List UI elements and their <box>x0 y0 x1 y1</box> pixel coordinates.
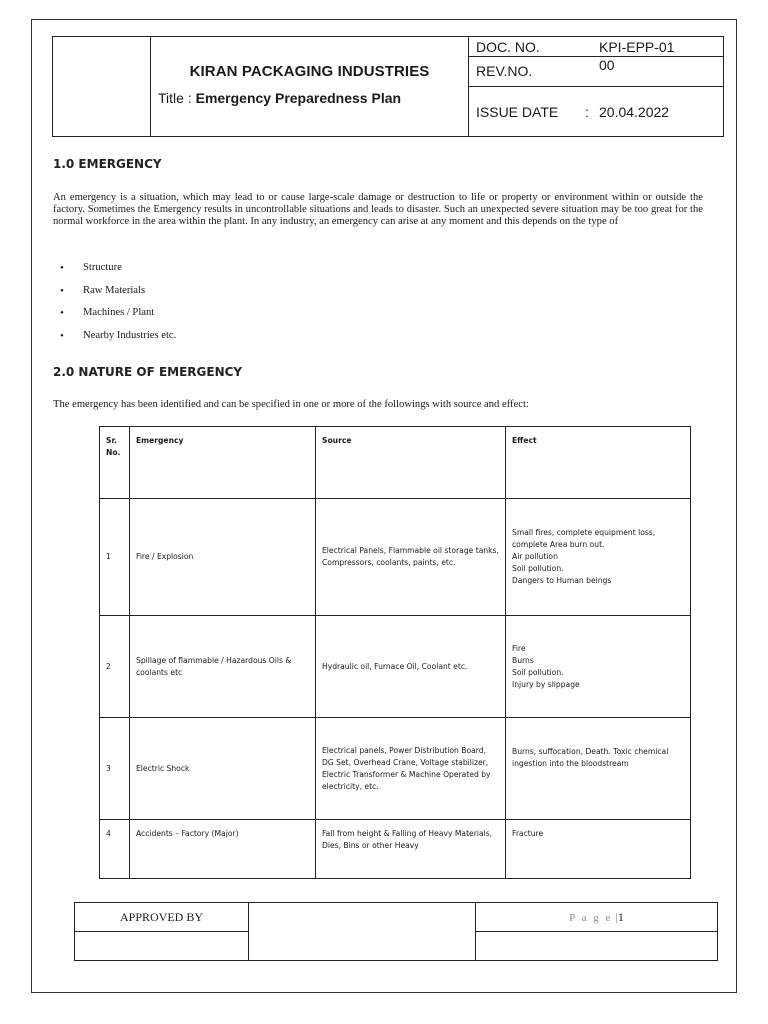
company-name: KIRAN PACKAGING INDUSTRIES <box>189 63 430 80</box>
issue-date-label: ISSUE DATE <box>476 104 559 120</box>
cell-sr: 2 <box>100 616 130 718</box>
effect-line: Dangers to Human beings <box>512 576 612 585</box>
section2-heading: 2.0 NATURE OF EMERGENCY <box>53 365 243 379</box>
header-source: Source <box>316 427 506 499</box>
effect-line: Soil pollution. <box>512 564 564 573</box>
doc-no-cell <box>469 37 724 57</box>
emergency-table <box>99 426 691 879</box>
approver-name-cell <box>75 932 249 961</box>
section1-heading: 1.0 EMERGENCY <box>53 157 162 171</box>
doc-no-value: KPI-EPP-01 <box>599 39 675 55</box>
table-row <box>100 499 691 616</box>
header-effect: Effect <box>506 427 691 499</box>
logo-area <box>53 37 151 137</box>
approval-signature-cell <box>249 903 476 961</box>
header-emergency: Emergency <box>130 427 316 499</box>
section1-bullet-list <box>60 262 176 352</box>
title-prefix: Title : <box>158 90 196 106</box>
cell-emergency: Electric Shock <box>130 718 316 820</box>
table-header-row <box>100 427 691 499</box>
cell-source: Electrical panels, Power Distribution Board, DG Set, Overhead Crane, Voltage stabilizer, Electric Transformer & Machine Operated by electricity, etc. <box>316 718 506 820</box>
page-number: 1 <box>617 909 624 924</box>
cell-effect <box>506 499 691 616</box>
issue-date-colon: : <box>585 104 589 120</box>
cell-sr: 3 <box>100 718 130 820</box>
cell-emergency: Fire / Explosion <box>130 499 316 616</box>
doc-no-label: DOC. NO. <box>476 39 540 55</box>
table-row <box>100 616 691 718</box>
cell-effect <box>506 820 691 879</box>
title-text: Emergency Preparedness Plan <box>195 90 402 106</box>
cell-source: Hydraulic oil, Furnace Oil, Coolant etc. <box>316 616 506 718</box>
cell-effect <box>506 718 691 820</box>
title-block <box>151 37 469 137</box>
effect-line: Soil pollution. <box>512 667 564 677</box>
issue-date-cell <box>469 87 724 137</box>
rev-no-value: 00 <box>599 57 615 73</box>
page-separator: | <box>615 909 618 924</box>
document-title <box>158 90 401 106</box>
effect-line: Fracture <box>512 829 544 838</box>
effect-line: Air pollution <box>512 552 558 561</box>
effect-line: Injury by slippage <box>512 679 580 689</box>
cell-emergency: Accidents – Factory (Major) <box>130 820 316 879</box>
rev-no-cell <box>469 57 724 87</box>
document-header <box>52 36 724 137</box>
cell-sr: 4 <box>100 820 130 879</box>
list-item: • Structure <box>60 262 176 285</box>
table-row <box>100 820 691 879</box>
list-item: • Raw Materials <box>60 285 176 308</box>
cell-sr: 1 <box>100 499 130 616</box>
list-item: • Nearby Industries etc. <box>60 330 176 353</box>
cell-emergency: Spillage of flammable / Hazardous Oils & coolants etc <box>130 616 316 718</box>
section1-paragraph: An emergency is a situation, which may lead to or cause large-scale damage or destruction to life or property or environment within or outside the factory. Sometimes the Emergency results in uncontrollable situations and leads to disaster. Such an unexpected severe situation may be too great for the normal workforce in the area within the plant. In any industry, an emergency can arise at any moment and this depends on the type of <box>53 192 703 227</box>
cell-source: Electrical Panels, Flammable oil storage tanks, Compressors, coolants, paints, etc. <box>316 499 506 616</box>
header-sr: Sr. No. <box>100 427 130 499</box>
cell-effect <box>506 616 691 718</box>
section2-intro: The emergency has been identified and can be specified in one or more of the followings with source and effect: <box>53 399 529 410</box>
page-number-cell <box>476 903 718 932</box>
approved-by-label: APPROVED BY <box>75 903 249 932</box>
issue-date-value: 20.04.2022 <box>599 104 670 120</box>
table-row <box>100 718 691 820</box>
approval-footer <box>74 902 718 961</box>
effect-line: Small fires, complete equipment loss, complete Area burn out. <box>512 528 656 549</box>
list-item: • Machines / Plant <box>60 307 176 330</box>
page-label: P a g e <box>569 911 613 924</box>
approval-date-cell <box>476 932 718 961</box>
effect-line: Burns, suffocation, Death. Toxic chemical ingestion into the bloodstream <box>512 747 669 768</box>
rev-no-label: REV.NO. <box>476 63 533 79</box>
effect-line: Fire <box>512 643 526 653</box>
effect-line: Burns <box>512 655 534 665</box>
cell-source: Fall from height & Falling of Heavy Materials, Dies, Bins or other Heavy <box>316 820 506 879</box>
